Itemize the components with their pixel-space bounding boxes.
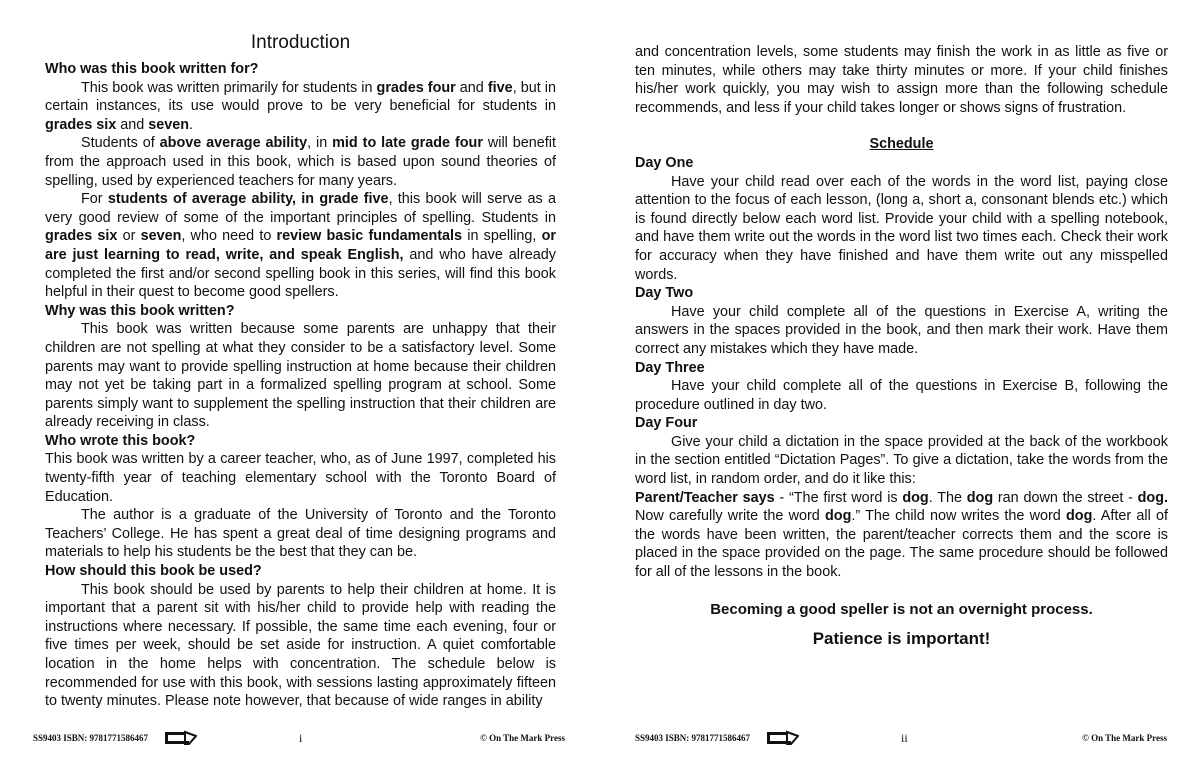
- paragraph: [635, 433, 1168, 489]
- paragraph: [635, 489, 1168, 582]
- bold-text: grades six: [45, 228, 118, 245]
- text-run: - “The first word is: [774, 489, 903, 506]
- closing-line-1: Becoming a good speller is not an overnight process.: [710, 600, 1093, 618]
- paragraph: [635, 43, 1168, 117]
- bold-text: dog: [1065, 508, 1093, 525]
- publisher-logo-icon: [765, 730, 799, 746]
- text-run: Now carefully write the word: [635, 508, 826, 525]
- text-run: . The: [928, 489, 967, 506]
- footer-right: [635, 730, 1167, 746]
- bold-text: dog: [902, 489, 929, 506]
- text-run: , who need to: [181, 228, 277, 245]
- right-page-body: [635, 43, 1168, 582]
- bold-text: or are just learning to read, write, and speak English,: [45, 228, 557, 263]
- bold-text: grades four: [376, 79, 456, 96]
- footer-isbn: SS9403 ISBN: 9781771586467: [33, 733, 149, 743]
- text-run: , in: [307, 135, 333, 152]
- text-run: , but in certain instances, its use would prove to be very beneficial for students in: [45, 79, 556, 115]
- bold-text: dog: [966, 489, 994, 506]
- left-page-body: [45, 60, 556, 711]
- footer-isbn: SS9403 ISBN: 9781771586467: [635, 733, 751, 743]
- paragraph: [45, 79, 556, 135]
- section-heading: Day Two: [635, 285, 694, 302]
- section-heading: Day One: [635, 154, 694, 171]
- text-run: The author is a graduate of the University of Toronto and the Toronto Teachers’ College. He has spent a great deal of time designing programs and materials to help his students be the best that they can be.: [45, 507, 556, 561]
- bold-text: seven: [148, 116, 190, 133]
- section-heading: Day Three: [635, 359, 705, 376]
- bold-text: students of average ability, in grade five: [107, 191, 389, 208]
- text-run: and concentration levels, some students may finish the work in as little as five or ten minutes, while others may take thirty minutes or more. If your child finishes his/her work quickly, you may wish to assign more than the following schedule recommends, and less if your child takes longer or shows signs of frustration.: [635, 44, 1168, 116]
- bold-text: Parent/Teacher says: [635, 489, 775, 506]
- text-run: ran down the street -: [993, 489, 1138, 506]
- closing-message: [635, 600, 1168, 650]
- text-run: This book was written primarily for students in: [81, 79, 377, 96]
- paragraph: [635, 377, 1168, 414]
- section-heading: How should this book be used?: [45, 563, 262, 580]
- paragraph: [45, 581, 556, 711]
- text-run: This book was written because some parents are unhappy that their children are not spelling at what they consider to be a satisfactory level. Some parents may want to provide spelling instruction at home because their children may not yet be taking part in a formalized spelling program at school. Some parents simply want to supplement the spelling instruction that their children are already receiving in class.: [45, 321, 556, 431]
- left-page: [45, 0, 556, 775]
- section-heading: Who wrote this book?: [45, 432, 196, 449]
- text-run: .: [189, 116, 194, 133]
- closing-line-2: Patience is important!: [812, 628, 991, 648]
- paragraph: [45, 450, 556, 506]
- paragraph: [635, 173, 1168, 285]
- bold-text: seven: [140, 228, 182, 245]
- paragraph: [45, 506, 556, 562]
- section-heading: Why was this book written?: [45, 302, 235, 319]
- text-run: and: [116, 116, 149, 133]
- text-run: in spelling,: [462, 228, 542, 245]
- bold-text: review basic fundamentals: [276, 228, 463, 245]
- paragraph: [45, 134, 556, 190]
- text-run: This book was written by a career teacher, who, as of June 1997, completed his twenty-fifth year of teaching elementary school with the Toronto Board of Education.: [45, 451, 556, 505]
- text-run: Students of: [81, 135, 160, 152]
- page-number: ii: [901, 731, 908, 745]
- page-title: Introduction: [250, 32, 351, 53]
- paragraph: [45, 320, 556, 432]
- text-run: or: [117, 228, 141, 245]
- text-run: Give your child a dictation in the space provided at the back of the workbook in the section entitled “Dictation Pages”. To give a dictation, take the words from the word list, in random order, and do it like this:: [635, 433, 1168, 488]
- footer-left: [33, 730, 565, 746]
- text-run: This book should be used by parents to help their children at home. It is important that a parent sit with his/her child to provide help with reading the instructions where necessary. If possible, the same time each evening, four or five times per week, should be set aside for instruction. A quiet comfortable location in the home helps with concentration. The schedule below is recommended for use with this book, with sessions lasting approximately fifteen to twenty minutes. Please note however, that because of wide ranges in ability: [45, 581, 556, 710]
- bold-text: above average ability: [159, 135, 308, 152]
- text-run: , this book will serve as a very good review of some of the important principles of spelling. Students in: [45, 191, 557, 226]
- bold-text: mid to late grade four: [332, 135, 483, 152]
- text-run: will benefit from the approach used in this book, which is based upon sound theories of spelling, used by experienced teachers for many years.: [45, 135, 556, 189]
- footer-copyright: © On The Mark Press: [480, 733, 565, 743]
- section-heading: Who was this book written for?: [45, 61, 259, 77]
- text-run: For: [81, 191, 108, 208]
- bold-text: dog.: [1137, 489, 1169, 506]
- publisher-logo-icon: [163, 730, 197, 746]
- text-run: Have your child complete all of the questions in Exercise B, following the procedure outlined in day two.: [635, 378, 1168, 413]
- text-run: and who have already completed the first and/or second spelling book in this series, will find this book helpful in their quest to become good spellers.: [45, 246, 556, 301]
- bold-text: dog: [825, 508, 852, 525]
- paragraph: [635, 303, 1168, 359]
- text-run: Have your child complete all of the questions in Exercise A, writing the answers in the spaces provided in the book, and then mark their work. Have them correct any mistakes which they have made.: [635, 303, 1168, 357]
- page-number: i: [299, 731, 303, 745]
- text-run: and: [455, 79, 488, 96]
- right-page: [635, 0, 1168, 775]
- footer-copyright: © On The Mark Press: [1082, 733, 1167, 743]
- schedule-heading: Schedule: [869, 136, 934, 153]
- bold-text: five: [487, 79, 513, 96]
- section-heading: Day Four: [635, 415, 698, 432]
- text-run: . After all of the words have been written, the parent/teacher corrects them and the score is placed in the space provided on the page. The same procedure should be followed for all of the lessons in the book.: [635, 508, 1168, 581]
- paragraph: [45, 190, 556, 302]
- text-run: Have your child read over each of the words in the word list, paying close attention to the focus of each lesson, (long a, short a, consonant blends etc.) which is found directly below each word list. Provide your child with a spelling notebook, and have them write out the words in the word list two times each. Check their work for accuracy when they have finished and have them write out any misspelled words.: [635, 173, 1168, 283]
- bold-text: grades six: [45, 116, 117, 133]
- text-run: .” The child now writes the word: [851, 508, 1066, 525]
